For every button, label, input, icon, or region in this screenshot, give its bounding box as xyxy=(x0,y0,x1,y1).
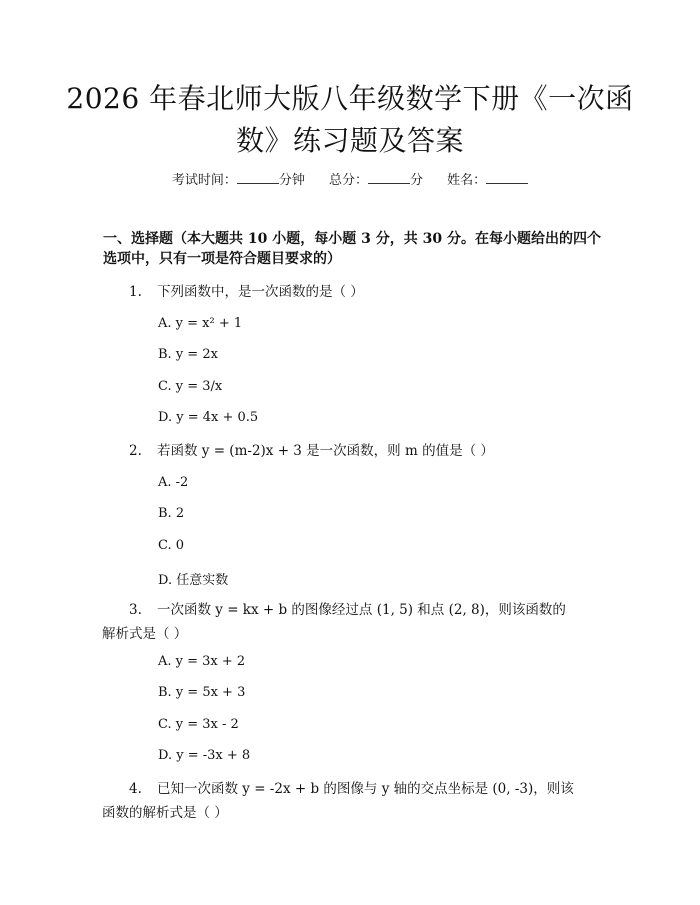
option-2b: B. 2 xyxy=(158,506,185,521)
time-unit: 分钟 xyxy=(278,173,305,188)
score-unit: 分 xyxy=(410,173,424,188)
question-4 xyxy=(102,777,599,825)
name-blank xyxy=(486,171,528,184)
option-2c: C. 0 xyxy=(158,538,185,553)
name-label: 姓名： xyxy=(447,173,487,188)
question-number: 3. xyxy=(129,602,142,618)
option-3d: D. y = -3x + 8 xyxy=(158,748,251,763)
question-3 xyxy=(102,598,599,646)
option-3c: C. y = 3x - 2 xyxy=(158,717,239,732)
question-text-continued: 函数的解析式是（ ） xyxy=(102,805,228,821)
question-text: 下列函数中，是一次函数的是（ ） xyxy=(157,284,364,300)
option-1a: A. y = x² + 1 xyxy=(158,316,243,331)
option-3b: B. y = 5x + 3 xyxy=(158,685,246,700)
student-name xyxy=(447,173,528,188)
option-1c: C. y = 3/x xyxy=(158,379,223,394)
score-blank xyxy=(368,171,410,184)
time-blank xyxy=(237,171,279,184)
time-label: 考试时间： xyxy=(171,173,237,188)
score-label: 总分： xyxy=(328,173,368,188)
question-text: 已知一次函数 y = -2x + b 的图像与 y 轴的交点坐标是 (0, -3)，则该 xyxy=(157,781,574,797)
exam-meta xyxy=(0,169,700,188)
question-number: 2. xyxy=(129,443,142,459)
question-1 xyxy=(129,280,599,304)
question-text-continued: 解析式是（ ） xyxy=(102,626,188,642)
option-3a: A. y = 3x + 2 xyxy=(158,654,246,669)
option-2d: D. 任意实数 xyxy=(158,573,229,588)
title-line-1: 2026 年春北师大版八年级数学下册《一次函 xyxy=(66,82,634,115)
total-score xyxy=(329,173,427,188)
option-2a: A. -2 xyxy=(158,475,189,490)
exam-time xyxy=(172,173,309,188)
question-text: 一次函数 y = kx + b 的图像经过点 (1, 5) 和点 (2, 8)，则该函数的 xyxy=(157,602,566,618)
question-text: 若函数 y = (m-2)x + 3 是一次函数，则 m 的值是（ ） xyxy=(157,443,494,459)
question-2 xyxy=(129,439,599,463)
question-number: 4. xyxy=(129,781,142,797)
option-1b: B. y = 2x xyxy=(158,347,218,362)
title-line-2: 数》练习题及答案 xyxy=(235,124,464,157)
option-1d: D. y = 4x + 0.5 xyxy=(158,410,259,425)
section-heading-choice: 一、选择题（本大题共 10 小题，每小题 3 分，共 30 分。在每小题给出的四个选项中，只有一项是符合题目要求的） xyxy=(103,231,601,267)
question-number: 1. xyxy=(129,284,142,300)
document-title xyxy=(60,78,640,162)
